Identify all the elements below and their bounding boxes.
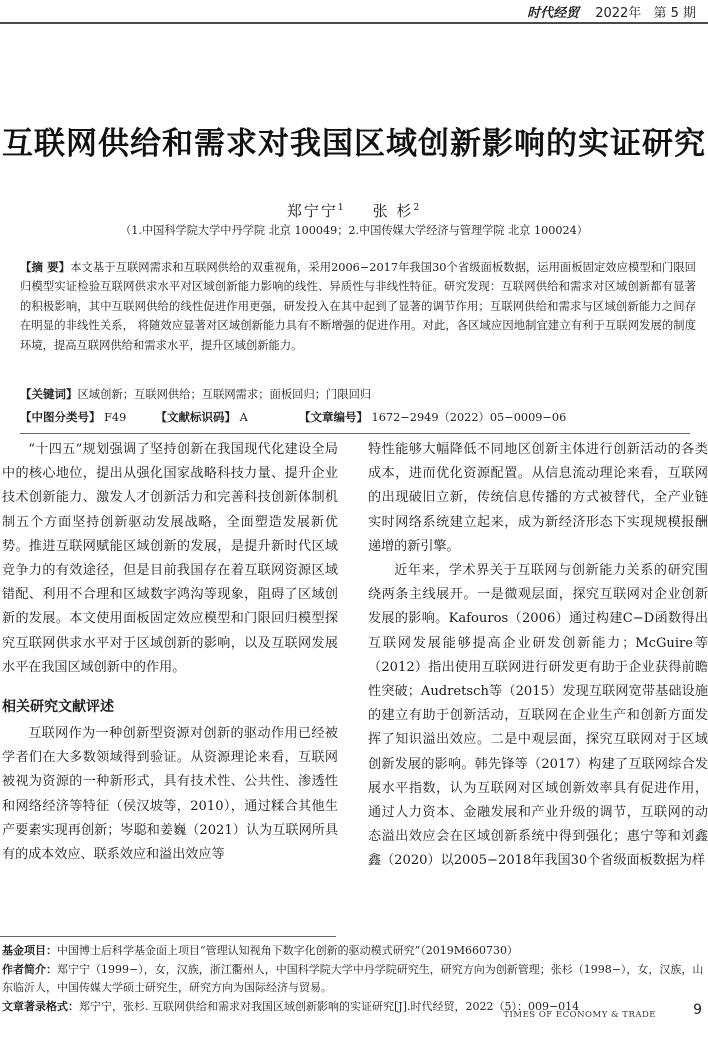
footnotes <box>2 942 706 1016</box>
issue-number: 第 5 期 <box>653 6 696 21</box>
keywords <box>20 386 696 402</box>
doc-code-value: A <box>239 411 248 424</box>
fund-label: 基金项目： <box>2 944 57 957</box>
author-2-sup: 2 <box>413 203 422 213</box>
page-number: 9 <box>693 1002 702 1018</box>
author-line <box>0 200 708 221</box>
body-column-left <box>2 438 338 867</box>
issue-year: 2022年 <box>595 6 642 21</box>
body-paragraph: “十四五”规划强调了坚持创新在我国现代化建设全局中的核心地位，提出从强化国家战略科技力量、提升企业技术创新能力、激发人才创新活力和完善科技创新体制机制五个方面坚持创新驱动发展战略，全面塑造发展新优势。推进互联网赋能区域创新的发展，是提升新时代区域竞争力的有效途径，但是目前我国存在着互联网资源区域错配、利用不合理和区域数字鸿沟等现象，阻碍了区域创新的发展。本文使用面板固定效应模型和门限回归模型探究互联网供求水平对于区域创新的影响，以及互联网发展水平在我国区域创新中的作用。 <box>2 442 338 675</box>
author-text: 郑宁宁（1999−），女，汉族，浙江衢州人，中国科学院大学中丹学院研究生，研究方向为创新管理；张杉（1998−），女，汉族，山东临沂人，中国传媒大学硕士研究生，研究方向为国际经济与贸易。 <box>2 962 704 995</box>
abstract <box>20 258 696 355</box>
running-header <box>527 2 696 21</box>
article-number-label: 【文章编号】 <box>298 410 368 424</box>
article-title: 互联网供给和需求对我国区域创新影响的实证研究 <box>2 126 706 162</box>
magazine-name: 时代经贸 <box>527 6 580 21</box>
affiliation: （1.中国科学院大学中丹学院 北京 100049；2.中国传媒大学经济与管理学院 北京 100024） <box>120 224 588 237</box>
abstract-label: 【摘 要】 <box>20 260 71 274</box>
footnote-rule <box>0 936 336 937</box>
keywords-label: 【关键词】 <box>20 387 78 401</box>
author-label: 作者简介： <box>2 962 57 976</box>
header-rule <box>0 22 708 24</box>
doc-code-label: 【文献标识码】 <box>155 410 236 424</box>
body-paragraph: 特性能够大幅降低不同地区创新主体进行创新活动的各类成本，进而优化资源配置。从信息流动理论来看，互联网的出现破旧立新，传统信息传播的方式被替代，全产业链实时网络系统建立起来，成为新经济形态下实现规模报酬递增的新引擎。 <box>368 442 708 554</box>
author-2: 张 杉 <box>372 202 414 220</box>
author-1: 郑宁宁 <box>286 202 338 220</box>
abstract-text: 本文基于互联网需求和互联网供给的双重视角，采用2006−2017年我国30个省级面板数据，运用面板固定效应模型和门限回归模型实证检验互联网供求水平对区域创新能力影响的线性、异质性与非线性特征。研究发现：互联网供给和需求对区域创新都有显著的积极影响，其中互联网供给的线性促进作用更强，研发投入在其中起到了显著的调节作用；互联网供给和需求与区域创新能力之间存在明显的非线性关系， 将随效应显著对区域创新能力具有不断增强的促进作用。对此，各区域应因地制宜建立有利于互联网发展的制度环境，提高互联网供给和需求水平，提升区域创新能力。 <box>20 261 696 352</box>
clc-value: F49 <box>104 411 127 424</box>
author-1-sup: 1 <box>337 203 346 213</box>
body-paragraph: 近年来，学术界关于互联网与创新能力关系的研究围绕两条主线展开。一是微观层面，探究互联网对企业创新发展的影响。Kafouros（2006）通过构建C−D函数得出互联网发展能够提高企业研发创新能力；McGuire等（2012）指出使用互联网进行研发更有助于企业获得前瞻性突破；Audretsch等（2015）发现互联网宽带基础设施的建立有助于创新活动，互联网在企业生产和创新方面发挥了知识溢出效应。二是中观层面，探究互联网对于区域创新发展的影响。韩先锋等（2017）构建了互联网综合发展水平指数，认为互联网对区域创新效率具有促进作用，通过人力资本、金融发展和产业升级的调节，互联网的动态溢出效应会在区域创新系统中得到强化；惠宁等和刘鑫鑫（2020）以2005−2018年我国30个省级面板数据为样 <box>368 563 708 869</box>
body-paragraph: 互联网作为一种创新型资源对创新的驱动作用已经被学者们在大多数领域得到验证。从资源理论来看，互联网被视为资源的一种新形式，具有技术性、公共性、渗透性和网络经济等特征（侯汉坡等，2010），通过糅合其他生产要素实现再创新；岑聪和姜巍（2021）认为互联网所具有的成本效应、联系效应和溢出效应等 <box>2 726 338 863</box>
clc-label: 【中图分类号】 <box>20 410 101 424</box>
classification-line <box>20 409 696 425</box>
body-column-right <box>368 438 708 874</box>
fund-text: 中国博士后科学基金面上项目“管理认知视角下数字化创新的驱动模式研究”（2019M660730） <box>57 944 518 957</box>
fund-note <box>2 942 706 961</box>
article-number-value: 1672−2949（2022）05−0009−06 <box>371 411 567 424</box>
keywords-text: 区域创新；互联网供给；互联网需求；面板回归；门限回归 <box>77 388 372 401</box>
journal-english-name: TIMES OF ECONOMY & TRADE <box>503 1010 656 1020</box>
section-heading: 相关研究文献评述 <box>2 699 114 716</box>
citation-label: 文章著录格式： <box>2 999 79 1013</box>
author-note <box>2 961 706 998</box>
abstract-divider <box>20 433 690 434</box>
citation-text: 郑宁宁，张杉. 互联网供给和需求对我国区域创新影响的实证研究[J].时代经贸，2022（5）：009−014 <box>79 999 580 1013</box>
